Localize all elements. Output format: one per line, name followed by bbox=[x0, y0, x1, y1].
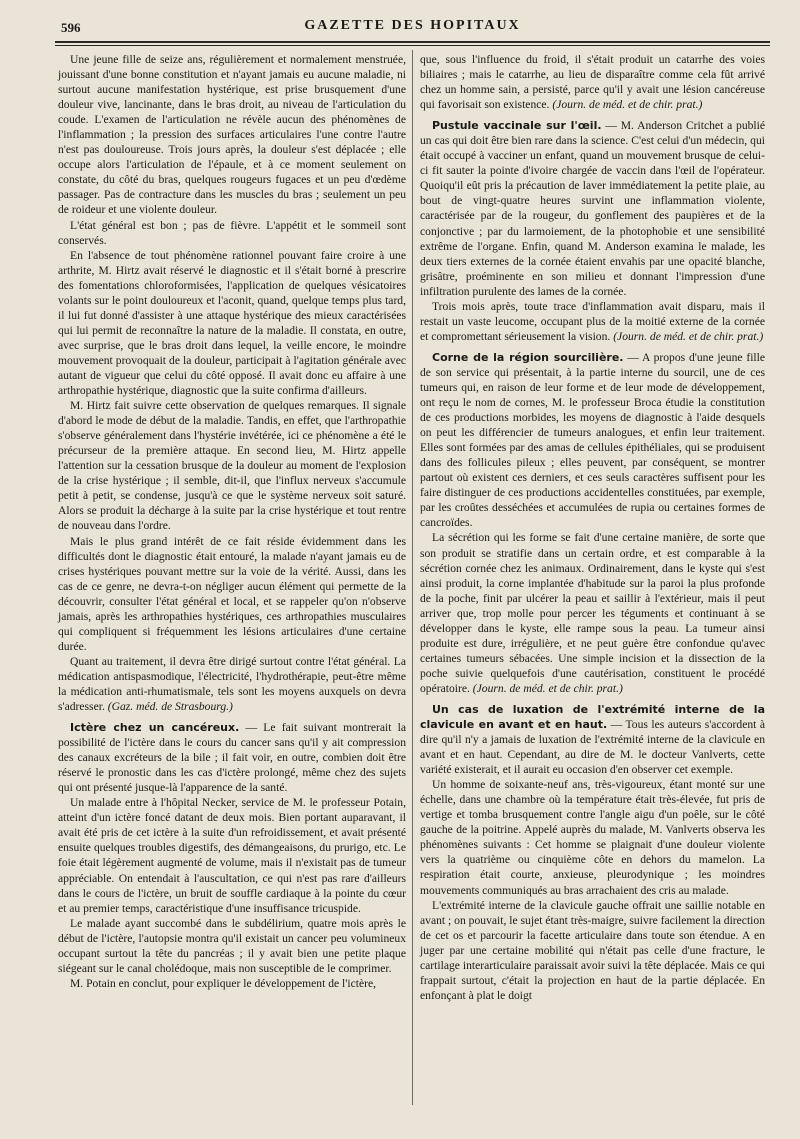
source-citation: (Journ. de méd. et de chir. prat.) bbox=[472, 681, 623, 695]
paragraph: Mais le plus grand intérêt de ce fait réside évidemment dans les difficultés dont le diagnostic était entouré, la malade n'ayant jamais eu de crises hystériques pouvant mettre sur la voie de la vérité. Aussi, dans les cas de ce genre, ne devra-t-on négliger aucun élément qui permette de la découvrir, consulter l'état général et local, et se rappeler qu'on n'observe jamais, après les arthropathies hystériques, ces arthropathies musculaires qui compliquent si fréquemment les lésions articulaires d'une certaine durée. bbox=[58, 534, 406, 653]
paragraph: Le malade ayant succombé dans le subdélirium, quatre mois après le début de l'ictère, l'autopsie montra qu'il existait un cancer peu volumineux occupant surtout la tête du pancréas ; il y avait bien une petite plaque siégeant sur le canal cholédoque, mais non susceptible de le comprimer. bbox=[58, 916, 406, 975]
paragraph: Une jeune fille de seize ans, régulièrement et normalement menstruée, jouissant d'une bonne constitution et n'ayant jamais eu aucune maladie, ni surtout aucune manifestation hystérique, est prise brusquement d'une douleur vive, lancinante, dans le bras droit, au niveau de l'articulation du coude. L'examen de l'articulation ne révèle aucun des phénomènes de l'inflammation ; la pression des surfaces articulaires l'une contre l'autre n'est pas douloureuse. Trois jours après, la douleur s'est déplacée ; elle occupe alors l'articulation de l'épaule, et à ce moment seulement on constate, du côté du bras, quelques rougeurs fugaces et un peu d'œdème passager. Pas de contracture dans les muscles du bras ; seulement un peu de roideur et une violente douleur. bbox=[58, 53, 406, 217]
article-heading: Pustule vaccinale sur l'œil. bbox=[432, 119, 602, 133]
left-column bbox=[58, 52, 406, 991]
page-header bbox=[55, 16, 770, 40]
paragraph: Un malade entre à l'hôpital Necker, service de M. le professeur Potain, atteint d'un ictère foncé datant de deux mois. Bien portant auparavant, il avait été pris de cet ictère à la suite d'un refroidissement, et avait présenté ensuite quelques troubles digestifs, des démangeaisons, du prurigo, etc. Le foie était légèrement augmenté de volume, mais il n'existait pas de tumeur appréciable. On entendait à l'auscultation, ce qui n'est pas rare d'ailleurs dans le cours de l'ictère, un bruit de souffle cardiaque à la pointe du cœur et au premier temps, caractéristique d'une insuffisance tricuspide. bbox=[58, 796, 406, 915]
article-heading: Un cas de luxation de l'extrémité interne de la clavicule en avant et en haut. bbox=[420, 702, 765, 732]
header-rule-thin bbox=[55, 45, 770, 46]
journal-title: GAZETTE DES HOPITAUX bbox=[304, 18, 521, 33]
source-citation: (Gaz. méd. de Strasbourg.) bbox=[107, 700, 233, 714]
paragraph-text: — M. Anderson Critchet a publié un cas qui doit être bien rare dans la science. C'est celui d'un médecin, qui était occupé à vacciner un enfant, quand un mouvement brusque de celui-ci fit sauter la pointe d'ivoire chargée de vaccin dans l'œil de l'opérateur. Quoiqu'il eût pris la précaution de laver immédiatement la petite plaie, au bout de vingt-quatre heures survint une inflammation violente, caractérisée par de la rougeur, du gonflement des paupières et de la conjonctive ; par du larmoiement, de la photophobie et une sensibilité extrême de l'organe. Enfin, quand M. Anderson examina le malade, les deux tiers externes de la cornée étaient envahis par une opacité blanche, grisâtre, proéminente en son milieu et donnant l'impression d'une infiltration purulente des lames de la cornée. bbox=[420, 119, 765, 298]
page-number: 596 bbox=[61, 20, 81, 35]
paragraph bbox=[58, 654, 406, 714]
paragraph-text: — A propos d'une jeune fille de son service qui présentait, à la partie interne du sourcil, une de ces tumeurs qui, en raison de leur forme et de leur mode de développement, ont reçu le nom de cornes, M. le professeur Broca étudie la constitution de ces productions morbides, les moyens de diagnostic à l'aide desquels on peut les différencier de tumeurs analogues, et enfin leur traitement. Elles sont formées par des amas de cellules épithéliales, qui se produisent dans des follicules pileux ; elles peuvent, par conséquent, se montrer partout où existent ces derniers, et ces seuls caractères suffisent pour les faire distinguer de ces productions accidentelles constituées, par exemple, par les croûtes desséchées et accumulées de rupia ou certaines formes de cancroïdes. bbox=[420, 350, 765, 530]
paragraph: L'extrémité interne de la clavicule gauche offrait une saillie notable en avant ; on pouvait, le sujet étant très-maigre, suivre facilement la direction de cet os et parcourir la facette articulaire dans toute son étendue. A en juger par une certaine mobilité qui n'était pas celle d'une fracture, le cartilage interarticulaire paraissait avoir suivi la tête déplacée. Mais ce qui frappait surtout, c'était la projection en haut de la partie déplacée. En enfonçant à plat le doigt bbox=[420, 898, 765, 1002]
article bbox=[420, 702, 765, 777]
paragraph: L'état général est bon ; pas de fièvre. L'appétit et le sommeil sont conservés. bbox=[58, 218, 406, 247]
source-citation: (Journ. de méd. et de chir. prat.) bbox=[552, 98, 703, 112]
paragraph-text: que, sous l'influence du froid, il s'était produit un catarrhe des voies biliaires ; mais le catarrhe, au lieu de disparaître comme cela fût arrivé chez un homme sain, a persisté, parce qu'il y avait une lésion cancéreuse qui favorisait son existence. bbox=[420, 53, 765, 112]
paragraph: En l'absence de tout phénomène rationnel pouvant faire croire à une arthrite, M. Hirtz avait réservé le diagnostic et il s'était borné à prescrire des fomentations chloroformisées, l'application de quelques vésicatoires volants sur le point douloureux et l'aconit, quand, quelque temps plus tard, il lui fut donné d'assister à une attaque hystérique des mieux caractérisées qui lui permit de reconnaître la nature de la maladie. Il constata, en outre, avec surprise, que le bras droit dans lequel, la veille encore, le moindre mouvement provoquait de la douleur, participait à l'agitation générale avec autant de vigueur que celui du côté opposé. Il avait donc eu affaire à une arthropathie hystérique, diagnostic que la suite confirma d'ailleurs. bbox=[58, 248, 406, 398]
article-heading: Ictère chez un cancéreux. bbox=[70, 721, 240, 735]
paragraph bbox=[420, 52, 765, 112]
article-heading: Corne de la région sourcilière. bbox=[432, 350, 624, 364]
paragraph: M. Potain en conclut, pour expliquer le développement de l'ictère, bbox=[70, 976, 377, 990]
paragraph bbox=[420, 299, 765, 344]
paragraph bbox=[420, 530, 765, 696]
source-citation: (Journ. de méd. et de chir. prat.) bbox=[613, 329, 764, 343]
header-rule bbox=[55, 41, 770, 43]
paragraph-text: La sécrétion qui les forme se fait d'une certaine manière, de sorte que son produit se stratifie dans un certain ordre, et est comparable à la sécrétion cornée chez les animaux. Ordinairement, dans le kyste qui s'est ainsi produit, la corne implantée d'habitude sur la paroi la plus profonde de la poche, finit par ulcérer la peau et saillir à l'extérieur, mais il peut arriver que, trop molle pour percer les téguments et continuant à se développer dans le kyste, elle rampe sous la peau. La tumeur ainsi produite est dure, irrégulière, et ne peut guère être confondue qu'avec certaines tumeurs sébacées. Une simple incision et la dissection de la poche suivie quelquefois d'une cautérisation, constituent le procédé opératoire. bbox=[420, 531, 765, 695]
article bbox=[58, 720, 406, 795]
column-divider bbox=[412, 50, 413, 1105]
article bbox=[420, 350, 765, 531]
paragraph-text: Quant au traitement, il devra être dirigé surtout contre l'état général. La médication antispasmodique, l'électricité, l'hydrothérapie, peut-être même la médication anti-rhumatismale, tels sont les moyens auxquels on devra s'adresser. bbox=[58, 654, 406, 714]
paragraph: Un homme de soixante-neuf ans, très-vigoureux, étant monté sur une échelle, dans une chambre où la température était très-élevée, fut pris de vertige et tomba brusquement contre l'angle aigu d'un poêle, sur le côté gauche de la poitrine. Appelé auprès du malade, M. Vanlverts observa les phénomènes suivants : Cet homme se plaignait d'une douleur violente vers la quatrième ou cinquième côte en dehors du mamelon. La respiration était courte, anxieuse, pleurodynique ; les moindres mouvements communiqués au bras arrachaient des cris au malade. bbox=[420, 778, 765, 897]
paragraph: M. Hirtz fait suivre cette observation de quelques remarques. Il signale d'abord le mode de début de la maladie. Tandis, en effet, que l'arthropathie s'observe généralement dans l'hystérie invétérée, ici ce phénomène a été le précurseur de la première attaque. En second lieu, M. Hirtz appelle l'attention sur la cessation brusque de la douleur au moment de l'explosion de la crise hystérique ; il semble, dit-il, que l'influx nerveux s'accumule petit à petit, se condense, jusqu'à ce que le système nerveux soit saturé. Alors se produit la décharge à la suite par la crise hystérique et tout rentre de nouveau dans l'ordre. bbox=[58, 399, 406, 533]
article bbox=[420, 118, 765, 299]
right-column bbox=[420, 52, 765, 1003]
paragraph-text: — Le fait suivant montrerait la possibilité de l'ictère dans le cours du cancer sans qu'il y ait compression des canaux excréteurs de la bile ; il fait voir, en outre, combien doit être réservé le pronostic dans les cas d'ictère prolongé, même chez des sujets qui ont présenté jusque-là l'apparence de la santé. bbox=[58, 721, 406, 795]
paragraph-text: Trois mois après, toute trace d'inflammation avait disparu, mais il restait un vaste leucome, occupant plus de la moitié externe de la cornée et compromettant sérieusement la vision. bbox=[420, 299, 765, 343]
paragraph-text: — Tous les auteurs s'accordent à dire qu'il n'y a jamais de luxation de l'extrémité interne de la clavicule en avant et en haut. Cependant, au dire de M. le docteur Vanlverts, cette variété existerait, et il aurait eu occasion d'en observer cet exemple. bbox=[420, 718, 765, 777]
